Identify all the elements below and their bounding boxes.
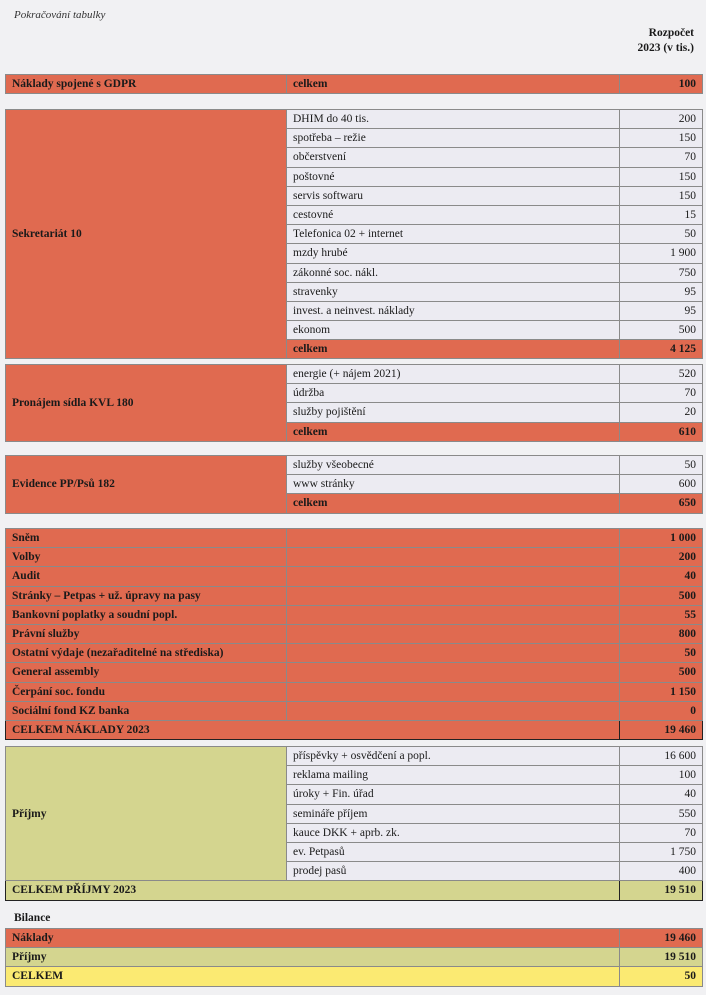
subtotal-value: 610 [620, 422, 703, 441]
cost-name: Volby [6, 548, 287, 567]
empty-cell [287, 548, 620, 567]
item-value: 15 [620, 205, 703, 224]
pronajem-table [5, 364, 703, 442]
item-name: reklama mailing [287, 766, 620, 785]
table-row [6, 967, 703, 986]
item-name: poštovné [287, 167, 620, 186]
cost-value: 500 [620, 663, 703, 682]
subtotal-label: celkem [287, 75, 620, 94]
table-row [6, 644, 703, 663]
sekretariat-table [5, 109, 703, 359]
item-name: spotřeba – režie [287, 129, 620, 148]
item-name: kauce DKK + aprb. zk. [287, 823, 620, 842]
item-value: 50 [620, 225, 703, 244]
cost-name: Audit [6, 567, 287, 586]
item-name: semináře příjem [287, 804, 620, 823]
cost-value: 200 [620, 548, 703, 567]
table-row [6, 948, 703, 967]
item-value: 200 [620, 110, 703, 129]
cost-name: Stránky – Petpas + už. úpravy na pasy [6, 586, 287, 605]
cost-name: Sociální fond KZ banka [6, 701, 287, 720]
table-row [6, 529, 703, 548]
cost-name: Právní služby [6, 624, 287, 643]
cost-name: Čerpání soc. fondu [6, 682, 287, 701]
income-total-row [6, 881, 703, 900]
cost-value: 40 [620, 567, 703, 586]
bilance-costs-value: 19 460 [620, 929, 703, 948]
costs-total-value: 19 460 [620, 720, 703, 739]
empty-cell [287, 586, 620, 605]
empty-cell [287, 701, 620, 720]
item-value: 20 [620, 403, 703, 422]
cost-value: 55 [620, 605, 703, 624]
item-value: 50 [620, 456, 703, 475]
item-name: Telefonica 02 + internet [287, 225, 620, 244]
item-name: zákonné soc. nákl. [287, 263, 620, 282]
income-total-value: 19 510 [620, 881, 703, 900]
section-label: Příjmy [6, 747, 287, 881]
bilance-total-value: 50 [620, 967, 703, 986]
item-value: 550 [620, 804, 703, 823]
empty-cell [287, 529, 620, 548]
section-label: Náklady spojené s GDPR [6, 75, 287, 94]
subtotal-label: celkem [287, 494, 620, 513]
item-value: 1 750 [620, 842, 703, 861]
cost-value: 800 [620, 624, 703, 643]
item-value: 750 [620, 263, 703, 282]
budget-column-header [600, 26, 694, 56]
table-row [6, 663, 703, 682]
cost-value: 50 [620, 644, 703, 663]
bilance-title: Bilance [14, 912, 51, 924]
cost-name: Ostatní výdaje (nezařaditelné na střediska) [6, 644, 287, 663]
cost-name: Sněm [6, 529, 287, 548]
item-value: 70 [620, 148, 703, 167]
item-name: občerstvení [287, 148, 620, 167]
item-name: www stránky [287, 475, 620, 494]
cost-value: 1 000 [620, 529, 703, 548]
subtotal-label: celkem [287, 340, 620, 359]
item-name: ekonom [287, 321, 620, 340]
costs-total-row [6, 720, 703, 739]
item-value: 500 [620, 321, 703, 340]
bilance-income-label: Příjmy [6, 948, 620, 967]
item-name: stravenky [287, 282, 620, 301]
item-value: 1 900 [620, 244, 703, 263]
budget-header-line1: Rozpočet [648, 27, 694, 39]
table-row [6, 682, 703, 701]
empty-cell [287, 624, 620, 643]
cost-name: General assembly [6, 663, 287, 682]
section-label: Evidence PP/Psů 182 [6, 456, 287, 514]
costs-total-label: CELKEM NÁKLADY 2023 [6, 720, 620, 739]
item-name: invest. a neinvest. náklady [287, 301, 620, 320]
table-row [6, 548, 703, 567]
table-row [6, 110, 703, 129]
empty-cell [287, 605, 620, 624]
table-continuation-caption: Pokračování tabulky [14, 9, 106, 21]
empty-cell [287, 567, 620, 586]
table-row [6, 567, 703, 586]
item-name: služby všeobecné [287, 456, 620, 475]
item-name: energie (+ nájem 2021) [287, 365, 620, 384]
evidence-table [5, 455, 703, 514]
bilance-table [5, 928, 703, 987]
item-value: 95 [620, 282, 703, 301]
item-name: údržba [287, 384, 620, 403]
empty-cell [287, 663, 620, 682]
table-row [6, 701, 703, 720]
section-label: Pronájem sídla KVL 180 [6, 365, 287, 442]
table-row [6, 605, 703, 624]
item-value: 70 [620, 384, 703, 403]
empty-cell [287, 644, 620, 663]
subtotal-value: 100 [620, 75, 703, 94]
table-row [6, 456, 703, 475]
table-row [6, 747, 703, 766]
item-value: 400 [620, 862, 703, 881]
item-value: 150 [620, 186, 703, 205]
cost-name: Bankovní poplatky a soudní popl. [6, 605, 287, 624]
subtotal-label: celkem [287, 422, 620, 441]
table-row [6, 624, 703, 643]
income-total-label: CELKEM PŘÍJMY 2023 [6, 881, 620, 900]
empty-cell [287, 682, 620, 701]
item-name: cestovné [287, 205, 620, 224]
cost-value: 0 [620, 701, 703, 720]
item-value: 150 [620, 129, 703, 148]
subtotal-value: 4 125 [620, 340, 703, 359]
item-name: příspěvky + osvědčení a popl. [287, 747, 620, 766]
cost-value: 500 [620, 586, 703, 605]
item-value: 520 [620, 365, 703, 384]
section-label: Sekretariát 10 [6, 110, 287, 359]
item-value: 600 [620, 475, 703, 494]
item-name: služby pojištění [287, 403, 620, 422]
item-name: ev. Petpasů [287, 842, 620, 861]
item-name: prodej pasů [287, 862, 620, 881]
item-value: 70 [620, 823, 703, 842]
item-value: 16 600 [620, 747, 703, 766]
table-row [6, 75, 703, 94]
budget-header-line2: 2023 (v tis.) [637, 42, 694, 54]
gdpr-table [5, 74, 703, 94]
item-value: 150 [620, 167, 703, 186]
item-value: 95 [620, 301, 703, 320]
other-costs-table [5, 528, 703, 740]
item-name: úroky + Fin. úřad [287, 785, 620, 804]
item-name: servis softwaru [287, 186, 620, 205]
item-name: DHIM do 40 tis. [287, 110, 620, 129]
table-row [6, 365, 703, 384]
subtotal-value: 650 [620, 494, 703, 513]
table-row [6, 929, 703, 948]
table-row [6, 586, 703, 605]
income-table [5, 746, 703, 901]
item-value: 40 [620, 785, 703, 804]
item-value: 100 [620, 766, 703, 785]
bilance-costs-label: Náklady [6, 929, 620, 948]
item-name: mzdy hrubé [287, 244, 620, 263]
cost-value: 1 150 [620, 682, 703, 701]
bilance-total-label: CELKEM [6, 967, 620, 986]
bilance-income-value: 19 510 [620, 948, 703, 967]
